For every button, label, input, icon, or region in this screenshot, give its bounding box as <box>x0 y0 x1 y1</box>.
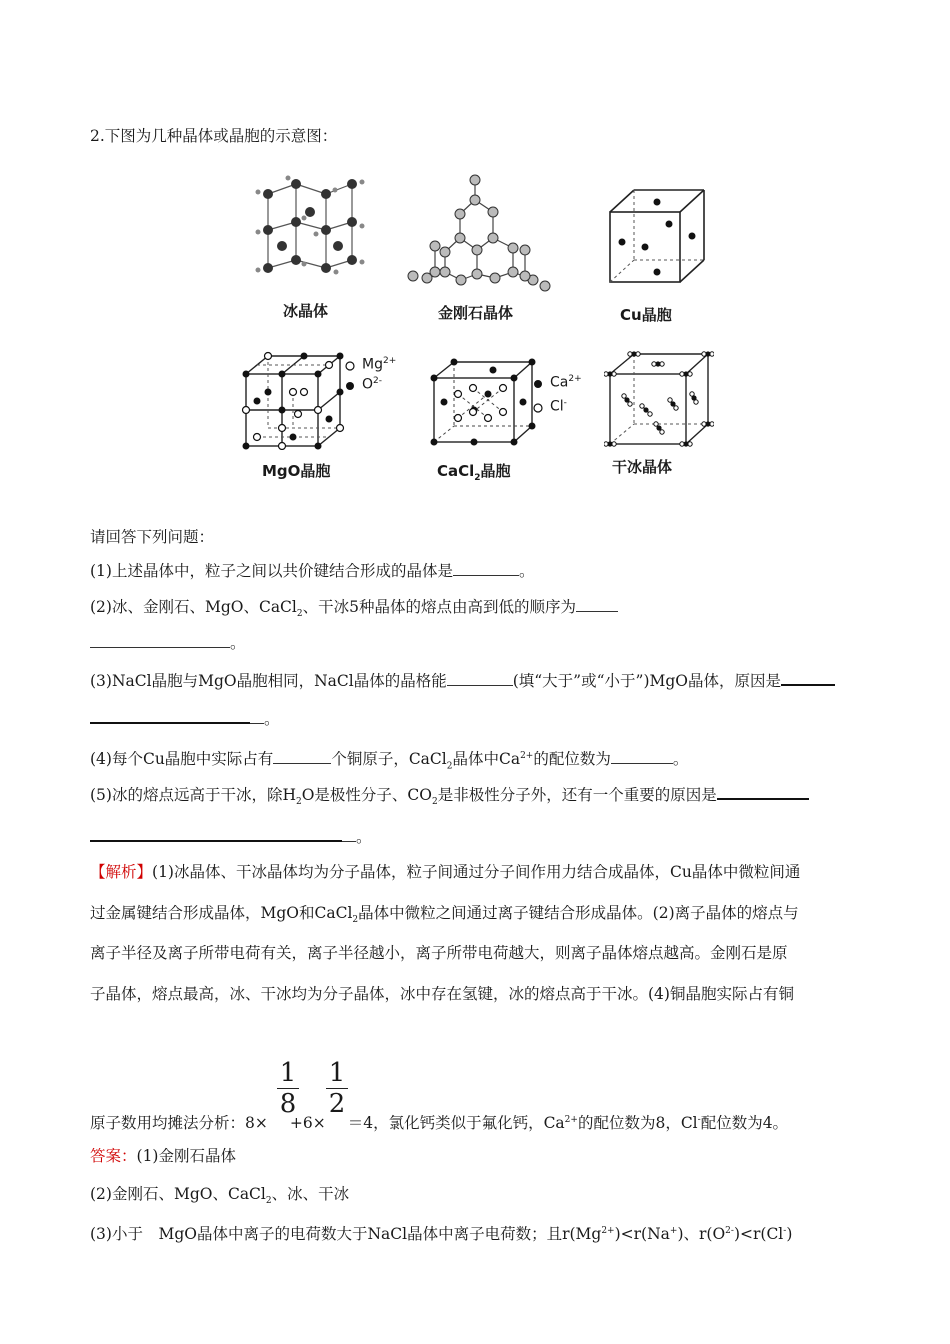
analysis-line-2: 过金属键结合形成晶体，MgO和CaCl$_2$晶体中微粒之间通过离子键结合形成晶体。(2)离子晶体的熔点与 <box>90 904 799 926</box>
prompt: 请回答下列问题： <box>90 528 215 546</box>
dryice-cell-figure <box>604 350 714 450</box>
answer-blank-3d[interactable] <box>250 709 264 724</box>
answer-blank-4b[interactable] <box>611 749 673 764</box>
answer-blank-5b[interactable] <box>90 826 342 842</box>
answer-blank-5a[interactable] <box>717 784 809 800</box>
fraction-one-eighth: 1 8 <box>277 1060 299 1117</box>
ice-crystal-figure <box>240 172 380 282</box>
analysis-line-1: 【解析】(1)冰晶体、干冰晶体均为分子晶体，粒子间通过分子间作用力结合成晶体，Cu晶体中微粒间通 <box>90 863 801 881</box>
question-3-cont: 。 <box>90 708 280 729</box>
answer-tag: 答案： <box>90 1147 137 1165</box>
diamond-crystal-figure <box>405 172 555 292</box>
answer-blank-3b[interactable] <box>781 670 835 686</box>
fraction-one-half: 1 2 <box>326 1060 348 1117</box>
answer-blank-2b[interactable] <box>90 633 230 648</box>
dryice-caption: 干冰晶体 <box>612 458 673 476</box>
mgo-cell-figure <box>238 350 348 450</box>
question-3: (3)NaCl晶胞与MgO晶胞相同，NaCl晶体的晶格能 (填“大于”或“小于”)MgO晶体，原因是 <box>90 670 835 691</box>
answer-line-1: 答案：(1)金刚石晶体 <box>90 1147 236 1165</box>
cacl2-legend-cl: Cl- <box>550 398 567 415</box>
question-4: (4)每个Cu晶胞中实际占有 个铜原子，CaCl$_2$晶体中$Ca^{2+}$的配位数为 。 <box>90 750 689 772</box>
diamond-caption: 金刚石晶体 <box>438 304 514 322</box>
cacl2-caption: CaCl$_2$晶胞 <box>437 462 511 483</box>
question-2-cont: 。 <box>90 633 246 653</box>
analysis-line-4: 子晶体，熔点最高，冰、干冰均为分子晶体，冰中存在氢键，冰的熔点高于干冰。(4)铜晶胞实际占有铜 <box>90 985 794 1003</box>
mgo-legend-o-marker <box>344 380 356 392</box>
answer-blank-1[interactable] <box>453 561 519 576</box>
answer-line-3: (3)小于 MgO晶体中离子的电荷数大于NaCl晶体中离子电荷数；且$r(Mg^{2+})<r(Na^+)$、$r(O^{2-})<r(Cl^-)$ <box>90 1225 793 1244</box>
analysis-line-3: 离子半径及离子所带电荷有关，离子半径越小，离子所带电荷越大，则离子晶体熔点越高。金刚石是原 <box>90 944 788 962</box>
answer-line-2: (2)金刚石、MgO、CaCl$_2$、冰、干冰 <box>90 1185 350 1207</box>
analysis-tag: 【解析】 <box>90 863 153 881</box>
ice-caption: 冰晶体 <box>283 302 329 320</box>
question-title: 2.下图为几种晶体或晶胞的示意图： <box>90 127 338 145</box>
question-1: (1)上述晶体中，粒子之间以共价键结合形成的晶体是 。 <box>90 562 535 580</box>
answer-blank-3c[interactable] <box>90 708 250 724</box>
answer-blank-2a[interactable] <box>576 597 618 612</box>
cacl2-legend-cl-marker <box>532 402 544 414</box>
question-5-cont: 。 <box>90 826 372 847</box>
cu-caption: Cu晶胞 <box>620 306 672 324</box>
answer-blank-3a[interactable] <box>447 671 513 686</box>
cacl2-legend-ca: $Ca^{2+}$ <box>550 374 582 391</box>
mgo-legend-o: $O^{2-}$ <box>362 376 383 393</box>
analysis-line-5: 原子数用均摊法分析：8× +6× ＝4，氯化钙类似于氟化钙，$Ca^{2+}$的配位数为8，Cl-配位数为4。 <box>90 1114 789 1133</box>
question-5: (5)冰的熔点远高于干冰，除$H_2O$是极性分子、$CO_2$是非极性分子外，还有一个重要的原因是 <box>90 784 809 812</box>
mgo-caption: MgO晶胞 <box>262 462 331 480</box>
mgo-legend-mg: $Mg^{2+}$ <box>362 356 397 373</box>
answer-blank-4a[interactable] <box>273 749 331 764</box>
cacl2-cell-figure <box>428 358 538 448</box>
mgo-legend-mg-marker <box>344 360 356 372</box>
cacl2-legend-ca-marker <box>532 378 544 390</box>
cu-cell-figure <box>600 182 715 292</box>
question-2: (2)冰、金刚石、MgO、CaCl$_2$、干冰5种晶体的熔点由高到低的顺序为 <box>90 597 618 624</box>
answer-blank-5c[interactable] <box>342 827 356 842</box>
